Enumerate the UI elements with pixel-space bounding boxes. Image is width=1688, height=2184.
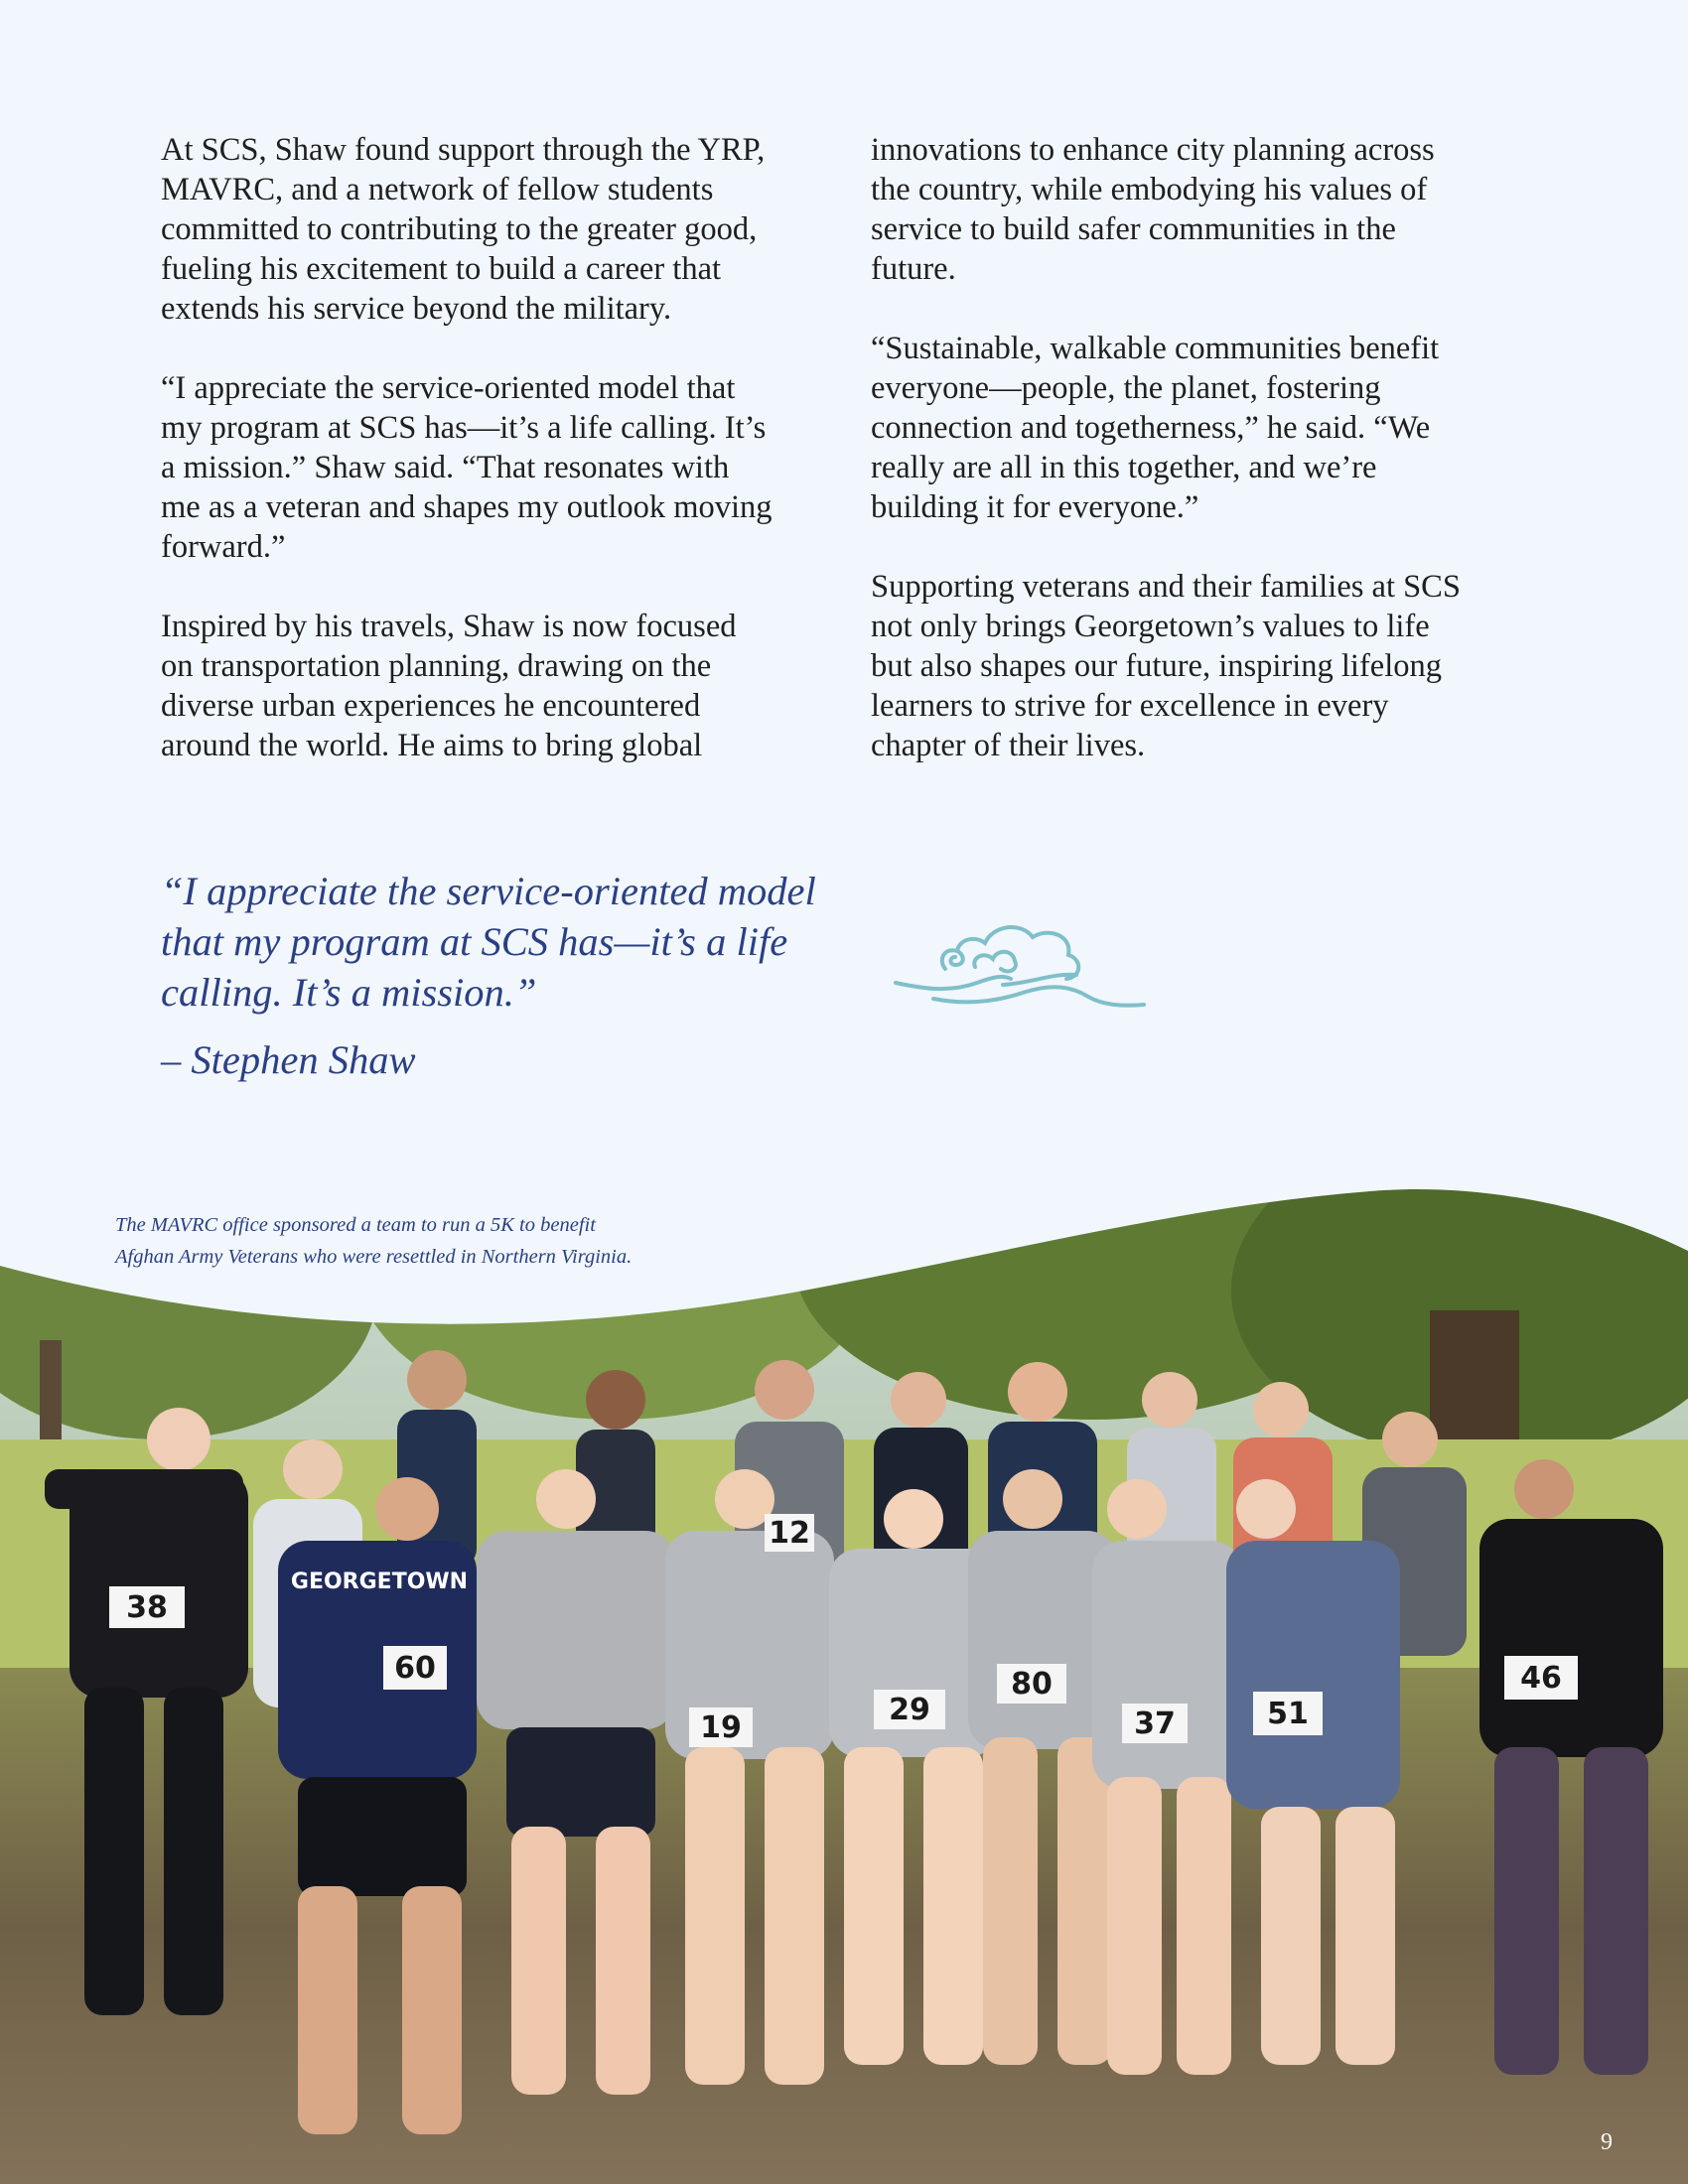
body-paragraph: “Sustainable, walkable communities benefit everyone—people, the planet, fostering connection and togetherness,” he said. “We really are all in this together, and we’re building it for everyone.” [871,331,1440,525]
bib-number: 37 [1134,1706,1176,1741]
pull-quote-attribution: – Stephen Shaw [161,1037,416,1082]
team-photo-image [0,1171,1688,2184]
pull-quote: “I appreciate the service-oriented model that my program at SCS has—it’s a life calling. It’s a mission.” [161,869,816,1015]
bib-number: 38 [126,1590,168,1625]
body-paragraph: innovations to enhance city planning across the country, while embodying his values of service to build safer communities in the future. [871,132,1435,287]
bib-number: 51 [1267,1697,1309,1731]
bib-number: 46 [1520,1661,1562,1696]
bib-number: 19 [700,1710,742,1745]
body-paragraph: At SCS, Shaw found support through the YRP, MAVRC, and a network of fellow students committed to contributing to the greater good, fueling his excitement to build a career that extends his service beyond the military. [161,132,766,327]
article-column-right [871,130,1467,805]
caption-line: The MAVRC office sponsored a team to run a 5K to benefit [115,1214,596,1236]
article-column-left [161,130,776,805]
bib-number: 80 [1011,1667,1053,1702]
body-paragraph: Inspired by his travels, Shaw is now focused on transportation planning, drawing on the diverse urban experiences he encountered around the world. He aims to bring global [161,609,737,763]
bib-number: 29 [889,1693,930,1727]
body-paragraph: “I appreciate the service-oriented model that my program at SCS has—it’s a life calling. It’s a mission.” Shaw said. “That resonates with me as a veteran and shapes my outlook moving forward.” [161,370,773,565]
caption-line: Afghan Army Veterans who were resettled in Northern Virginia. [115,1246,633,1268]
bib-number: 12 [769,1516,810,1551]
shirt-text: GEORGETOWN [290,1570,469,1594]
bib-number: 60 [394,1651,436,1686]
team-photo [0,1171,1688,2184]
photo-caption [115,1209,761,1273]
body-paragraph: Supporting veterans and their families at SCS not only brings Georgetown’s values to life but also shapes our future, inspiring lifelong learners to strive for excellence in every chapter of their lives. [871,569,1461,763]
wave-cloud-icon [894,909,1152,1028]
page-number: 9 [1601,2129,1613,2155]
